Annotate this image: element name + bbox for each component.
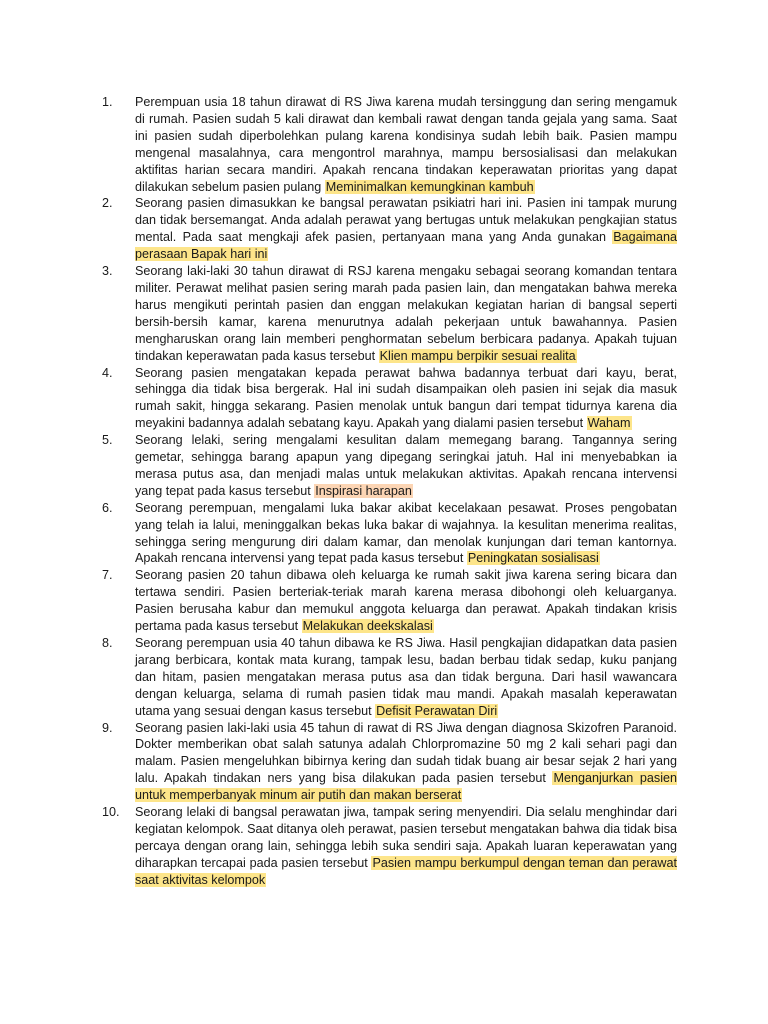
highlighted-answer: Inspirasi harapan: [315, 483, 412, 498]
question-text: Seorang perempuan usia 40 tahun dibawa ke RS Jiwa. Hasil pengkajian didapatkan data pasien jarang berbicara, kontak mata kurang, tampak lesu, badan berbau tidak sedap, kuku panjang dan hitam, pasien mengatakan merasa putus asa dan tidak berguna. Dari hasil wawancara dengan keluarga, selama di rumah pasien tidak mau mandi. Apakah masalah keperawatan utama yang sesuai dengan kasus tersebut: [135, 636, 677, 718]
highlighted-answer: Waham: [587, 416, 631, 431]
question-text: Seorang pasien 20 tahun dibawa oleh keluarga ke rumah sakit jiwa karena sering bicara dan tertawa sendiri. Pasien berteriak-teriak marah karena merasa dibohongi oleh keluarganya. Pasien berusaha kabur dan memukul anggota keluarga dan perawat. Apakah tindakan krisis pertama pada kasus tersebut: [135, 568, 677, 634]
question-text: Seorang pasien mengatakan kepada perawat bahwa badannya terbuat dari kayu, berat, sehingga dia tidak bisa bergerak. Hal ini sudah disampaikan oleh pasien ini sejak dia masuk rumah sakit, hingga sekarang. Pasien menolak untuk bangun dari tempat tidurnya karena dia meyakini badannya adalah sebatang kayu. Apakah yang dialami pasien tersebut: [135, 365, 677, 431]
highlighted-answer: Bagaimana perasaan Bapak hari ini: [135, 230, 677, 262]
question-item: [102, 432, 677, 500]
question-text: Perempuan usia 18 tahun dirawat di RS Jiwa karena mudah tersinggung dan sering mengamuk di rumah. Pasien sudah 5 kali dirawat dan kembali rawat dengan tanda gejala yang sama. Saat ini pasien sudah diperbolehkan pulang karena kondisinya sudah lebih baik. Pasien mampu mengenal masalahnya, cara mengontrol marahnya, mampu bersosialisasi dan melakukan aktifitas harian secara mandiri. Apakah rencana tindakan keperawatan prioritas yang dapat dilakukan sebelum pasien pulang: [135, 95, 677, 194]
highlighted-answer: Peningkatan sosialisasi: [467, 551, 599, 566]
question-number: 6.: [102, 500, 113, 515]
question-item: [102, 500, 677, 568]
question-list: [102, 94, 677, 889]
highlighted-answer: Menganjurkan pasien untuk memperbanyak minum air putih dan makan berserat: [135, 771, 678, 803]
question-text: Seorang perempuan, mengalami luka bakar akibat kecelakaan pesawat. Proses pengobatan yang telah ia lalui, meninggalkan bekas luka bakar di wajahnya. Ia kesulitan menerima realitas, sehingga sering mengurung diri dalam kamar, dan menolak kunjungan dari teman kantornya. Apakah rencana intervensi yang tepat pada kasus tersebut: [135, 500, 677, 566]
highlighted-answer: Meminimalkan kemungkinan kambuh: [325, 179, 534, 194]
question-item: [102, 567, 677, 635]
question-item: [102, 195, 677, 263]
question-text: Seorang pasien laki-laki usia 45 tahun di rawat di RS Jiwa dengan diagnosa Skizofren Paranoid. Dokter memberikan obat salah satunya adalah Chlorpromazine 50 mg 2 kali sehari pagi dan malam. Pasien mengeluhkan bibirnya kering dan sudah tidak buang air besar sejak 2 hari yang lalu. Apakah tindakan ners yang bisa dilakukan pada pasien tersebut: [135, 720, 677, 786]
question-number: 9.: [102, 720, 113, 735]
question-item: [102, 94, 677, 195]
question-text: Seorang lelaki, sering mengalami kesulitan dalam memegang barang. Tangannya sering gemetar, sehingga barang apapun yang dipegang seringkai jatuh. Hal ini menyebabkan ia merasa putus asa, dan menjadi malas untuk melakukan aktivitas. Apakah rencana intervensi yang tepat pada kasus tersebut: [135, 433, 677, 498]
highlighted-answer: Defisit Perawatan Diri: [376, 703, 498, 718]
question-number: 7.: [102, 568, 113, 583]
question-text: Seorang pasien dimasukkan ke bangsal perawatan psikiatri hari ini. Pasien ini tampak murung dan tidak bersemangat. Anda adalah perawat yang bertugas untuk melakukan pengkajian status mental. Pada saat mengkaji afek pasien, pertanyaan mana yang Anda gunakan: [135, 196, 677, 245]
highlighted-answer: Klien mampu berpikir sesuai realita: [379, 348, 576, 363]
question-number: 8.: [102, 636, 113, 650]
question-number: 3.: [102, 264, 113, 279]
question-item: [102, 720, 677, 805]
highlighted-answer: Melakukan deekskalasi: [302, 619, 433, 634]
question-item: [102, 263, 677, 364]
question-text: Seorang lelaki di bangsal perawatan jiwa, tampak sering menyendiri. Dia selalu menghindar dari kegiatan kelompok. Saat ditanya oleh perawat, pasien tersebut mengatakan bahwa dia tidak bisa percaya dengan orang lain, sehingga lebih suka sendiri saja. Apakah luaran keperawatan yang diharapkan tercapai pada pasien tersebut: [135, 805, 677, 870]
question-text: Seorang laki-laki 30 tahun dirawat di RSJ karena mengaku sebagai seorang komandan tentara militer. Perawat melihat pasien sering marah pada pasien lain, dan mengatakan bahwa mereka harus mengikuti perintah pasien dan enggan melakukan kegiatan harian di bangsal seperti bersih-bersih kamar, karena menurutnya adalah pekerjaan untuk bawahannya. Pasien mengharuskan orang lain memberi penghormatan sebelum berbicara padanya. Apakah tujuan tindakan keperawatan pada kasus tersebut: [135, 264, 677, 363]
question-number: 2.: [102, 196, 113, 211]
question-number: 1.: [102, 95, 113, 109]
question-number: 10.: [102, 805, 120, 820]
question-number: 4.: [102, 365, 113, 380]
question-item: [102, 804, 677, 889]
question-item: [102, 635, 677, 720]
question-number: 5.: [102, 433, 113, 448]
highlighted-answer: Pasien mampu berkumpul dengan teman dan perawat saat aktivitas kelompok: [135, 855, 678, 887]
question-item: [102, 365, 677, 433]
